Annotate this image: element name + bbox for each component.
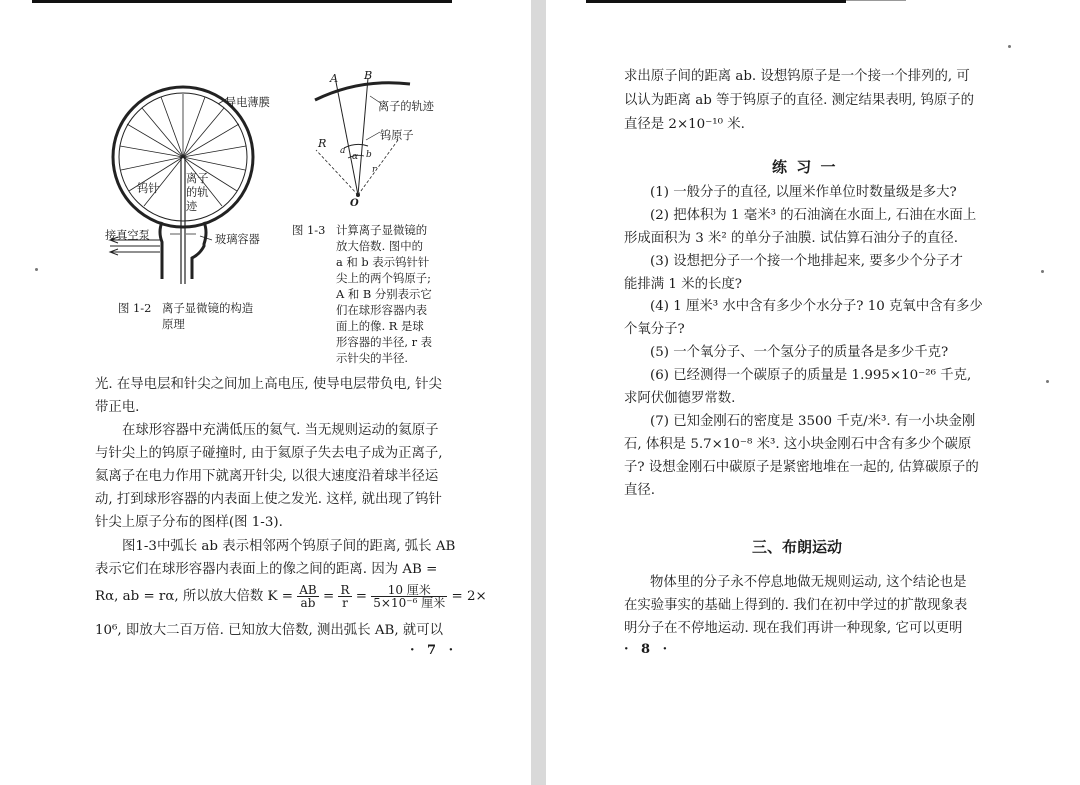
- formula-prefix: Rα, ab = rα, 所以放大倍数 K =: [95, 589, 293, 604]
- formula-suffix: = 2×: [451, 589, 487, 604]
- body-line: 动, 打到球形容器的内表面上使之发光. 这样, 就出现了钨针: [95, 492, 442, 507]
- page-number: · 7 ·: [410, 643, 458, 658]
- fig3-caption-line: 计算离子显微镜的: [336, 223, 428, 237]
- body-line: 与针尖上的钨原子碰撞时, 由于氦原子失去电子成为正离子,: [95, 446, 443, 461]
- point-a-label: a: [340, 146, 346, 156]
- body-line: 在实验事实的基础上得到的. 我们在初中学过的扩散现象表: [624, 598, 968, 613]
- body-line: 图1-3中弧长 ab 表示相邻两个钨原子间的距离, 弧长 AB: [122, 539, 456, 554]
- fraction-denominator: 5×10⁻⁶ 厘米: [373, 596, 446, 610]
- body-line: 带正电.: [95, 400, 140, 415]
- fig3-caption-line: 尖上的两个钨原子;: [336, 271, 431, 285]
- body-line: 光. 在导电层和针尖之间加上高电压, 使导电层带负电, 针尖: [95, 377, 442, 392]
- fig3-caption-line: 放大倍数. 图中的: [336, 239, 423, 253]
- exercise-item: (7) 已知金刚石的密度是 3500 千克/米³. 有一小块金刚: [650, 414, 976, 429]
- body-line: 以认为距离 ab 等于钨原子的直径. 测定结果表明, 钨原子的: [624, 93, 975, 108]
- top-rule-faint: [846, 0, 906, 1]
- exercise-item: (3) 设想把分子一个接一个地排起来, 要多少个分子才: [650, 254, 963, 269]
- body-line: 物体里的分子永不停息地做无规则运动, 这个结论也是: [650, 575, 967, 590]
- fraction-AB-ab: [297, 584, 318, 609]
- fig2-caption-line1: 离子显微镜的构造: [162, 301, 254, 315]
- radius-R-label: R: [318, 137, 327, 150]
- page-number: · 8 ·: [624, 642, 672, 657]
- scan-speck: [35, 268, 38, 271]
- angle-alpha-label: α: [352, 152, 359, 162]
- film-label: 导电薄膜: [225, 96, 270, 109]
- body-line: 求出原子间的距离 ab. 设想钨原子是一个接一个排列的, 可: [624, 69, 970, 84]
- scan-speck: [1046, 380, 1049, 383]
- vacuum-pump-label: 接真空泵: [105, 229, 150, 242]
- exercise-item: 能排满 1 米的长度?: [624, 277, 742, 292]
- fraction-numerator: R: [340, 583, 350, 597]
- body-line: 氦离子在电力作用下就离开针尖, 以很大速度沿着球半径运: [95, 469, 439, 484]
- equals-sign: =: [322, 589, 335, 604]
- body-line: 针尖上原子分布的图样(图 1-3).: [95, 515, 283, 530]
- ion-track-label: 离子的轨迹: [186, 172, 209, 213]
- top-rule: [586, 0, 846, 3]
- left-page: [0, 0, 531, 785]
- tungsten-atom-label: 钨原子: [380, 129, 414, 142]
- fig3-caption-line: 形容器的半径, r 表: [336, 335, 433, 349]
- fraction-R-r: [338, 584, 351, 609]
- right-page: [546, 0, 1080, 785]
- glass-vessel-label: 玻璃容器: [215, 233, 260, 246]
- exercise-item: (5) 一个氧分子、一个氢分子的质量各是多少千克?: [650, 345, 949, 360]
- body-line: 明分子在不停地运动. 现在我们再讲一种现象, 它可以更明: [624, 621, 963, 636]
- body-line: 表示它们在球形容器内表面上的像之间的距离. 因为 AB =: [95, 562, 438, 577]
- fraction-denominator: r: [342, 596, 348, 610]
- fig3-caption-line: 们在球形容器内表: [336, 303, 428, 317]
- equals-sign: =: [355, 589, 368, 604]
- body-line: 在球形容器中充满低压的氦气. 当无规则运动的氦原子: [122, 423, 439, 438]
- fig3-caption-line: 面上的像. R 是球: [336, 319, 424, 333]
- center-O-label: O: [350, 198, 359, 209]
- body-line: 10⁶, 即放大二百万倍. 已知放大倍数, 测出弧长 AB, 就可以: [95, 623, 444, 638]
- exercise-title: 练 习 一: [772, 158, 838, 176]
- fig3-caption-number: 图 1-3: [292, 223, 326, 237]
- scan-speck: [1041, 270, 1044, 273]
- fraction-numerator: 10 厘米: [371, 584, 447, 597]
- exercise-item: 形成面积为 3 米² 的单分子油膜. 试估算石油分子的直径.: [624, 231, 959, 246]
- exercise-item: 个氧分子?: [624, 322, 685, 337]
- top-rule: [32, 0, 452, 3]
- point-A-label: A: [330, 72, 339, 85]
- needle-label: 钨针: [137, 182, 160, 195]
- body-line: 直径是 2×10⁻¹⁰ 米.: [624, 117, 745, 132]
- fraction-values: [371, 584, 447, 609]
- formula-line: [95, 584, 487, 609]
- radius-r-label: r: [372, 165, 377, 175]
- section-title: 三、布朗运动: [752, 538, 843, 556]
- point-b-label: b: [366, 150, 372, 160]
- exercise-item: 石, 体积是 5.7×10⁻⁸ 米³. 这小块金刚石中含有多少个碳原: [624, 437, 972, 452]
- exercise-item: 子? 设想金刚石中碳原子是紧密地堆在一起的, 估算碳原子的: [624, 460, 979, 475]
- exercise-item: (2) 把体积为 1 毫米³ 的石油滴在水面上, 石油在水面上: [650, 208, 977, 223]
- fig2-caption-number: 图 1-2: [118, 301, 152, 315]
- exercise-item: (4) 1 厘米³ 水中含有多少个水分子? 10 克氧中含有多少: [650, 299, 983, 314]
- scan-speck: [1008, 45, 1011, 48]
- point-B-label: B: [364, 69, 373, 82]
- exercise-item: 求阿伏伽德罗常数.: [624, 391, 736, 406]
- fig3-caption-line: a 和 b 表示钨针针: [336, 255, 430, 269]
- fig3-caption-line: 示针尖的半径.: [336, 351, 408, 365]
- fraction-numerator: AB: [299, 583, 317, 597]
- exercise-item: (6) 已经测得一个碳原子的质量是 1.995×10⁻²⁶ 千克,: [650, 368, 972, 383]
- fig3-ion-track-label: 离子的轨迹: [378, 100, 434, 113]
- fraction-denominator: ab: [300, 596, 316, 610]
- fig2-caption-line2: 原理: [162, 317, 185, 331]
- exercise-item: (1) 一般分子的直径, 以厘米作单位时数量级是多大?: [650, 185, 957, 200]
- magnification-geometry-diagram: [310, 70, 440, 210]
- fig3-caption-line: A 和 B 分别表示它: [336, 287, 432, 301]
- exercise-item: 直径.: [624, 483, 656, 498]
